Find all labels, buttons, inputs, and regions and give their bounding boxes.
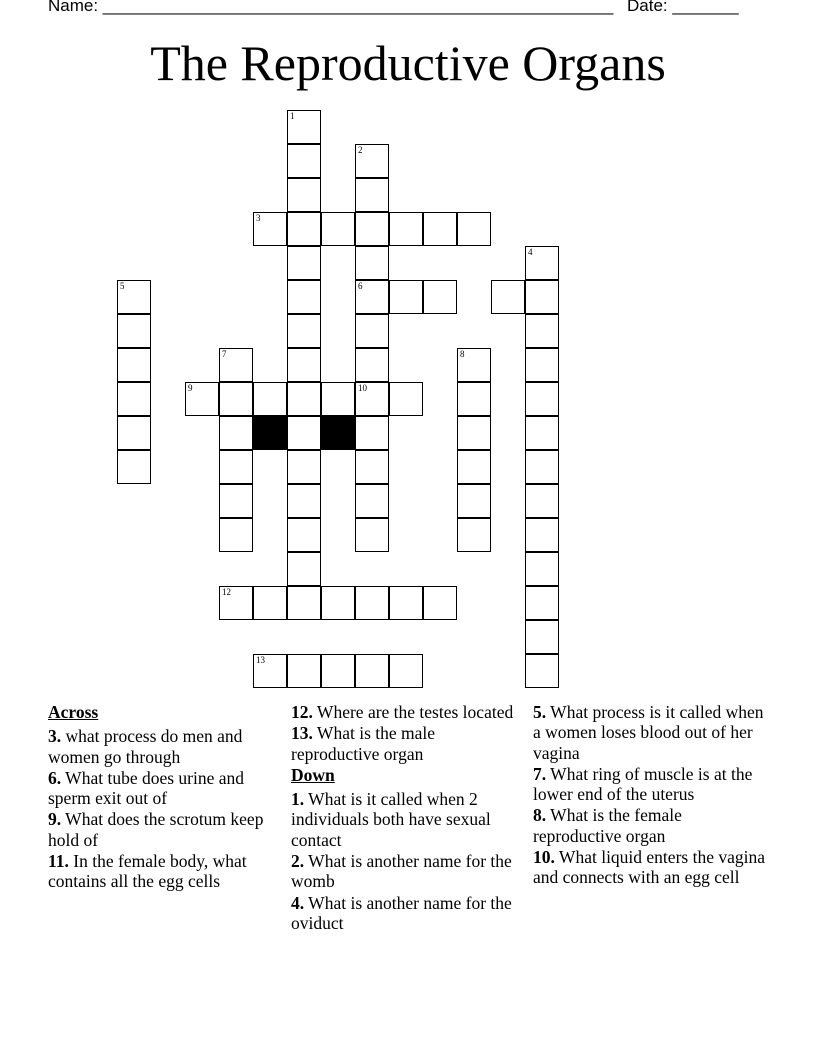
clue-number-label: 3 [256, 213, 261, 223]
grid-cell[interactable] [355, 212, 389, 246]
down-clue-10 [533, 847, 773, 888]
grid-cell[interactable] [355, 416, 389, 450]
name-field-label: Name: ______________________________________________________ [48, 0, 614, 15]
across-heading: Across [48, 702, 99, 722]
grid-cell[interactable] [525, 314, 559, 348]
clue-text: What ring of muscle is at the lower end of the uterus [533, 763, 753, 805]
grid-cell[interactable] [253, 654, 287, 688]
grid-cell[interactable] [117, 314, 151, 348]
clue-number: 9. [48, 809, 62, 830]
clue-text: What process is it called when a women loses blood out of her vagina [533, 702, 764, 763]
grid-cell[interactable] [457, 518, 491, 552]
grid-cell[interactable] [253, 212, 287, 246]
grid-cell[interactable] [287, 552, 321, 586]
grid-cell[interactable] [287, 314, 321, 348]
grid-cell[interactable] [355, 450, 389, 484]
grid-cell[interactable] [525, 348, 559, 382]
clue-number-label: 12 [222, 587, 231, 597]
clue-number: 4. [291, 892, 305, 913]
clues-column-1 [48, 702, 278, 893]
grid-cell[interactable] [287, 586, 321, 620]
grid-cell[interactable] [525, 280, 559, 314]
clue-text: What is another name for the womb [291, 851, 512, 892]
grid-cell[interactable] [287, 450, 321, 484]
grid-cell[interactable] [219, 348, 253, 382]
down-clue-5 [533, 702, 773, 763]
clue-number: 5. [533, 702, 547, 722]
grid-cell[interactable] [525, 552, 559, 586]
clue-number: 3. [48, 726, 62, 747]
grid-cell[interactable] [525, 586, 559, 620]
grid-cell[interactable] [457, 416, 491, 450]
grid-cell[interactable] [117, 450, 151, 484]
grid-cell[interactable] [355, 586, 389, 620]
across-clue-11 [48, 851, 278, 892]
grid-cell[interactable] [321, 212, 355, 246]
grid-cell[interactable] [287, 212, 321, 246]
clue-number: 2. [291, 851, 305, 872]
grid-cell[interactable] [117, 416, 151, 450]
clue-number: 10. [533, 847, 555, 868]
grid-cell[interactable] [525, 518, 559, 552]
clue-number: 7. [533, 763, 547, 784]
black-cell [253, 416, 287, 450]
grid-cell[interactable] [219, 382, 253, 416]
clue-number: 1. [291, 789, 305, 810]
grid-cell[interactable] [185, 382, 219, 416]
grid-cell[interactable] [423, 586, 457, 620]
grid-cell[interactable] [457, 484, 491, 518]
page-title: The Reproductive Organs [150, 35, 666, 91]
clue-number: 12. [291, 702, 313, 722]
grid-cell[interactable] [491, 280, 525, 314]
grid-cell[interactable] [389, 586, 423, 620]
grid-cell[interactable] [219, 586, 253, 620]
clue-text: What is the female reproductive organ [533, 805, 682, 846]
down-clue-7 [533, 764, 773, 805]
clue-number-label: 5 [120, 281, 125, 291]
across-clue-9 [48, 809, 278, 850]
clue-number: 11. [48, 851, 69, 872]
grid-cell[interactable] [287, 416, 321, 450]
grid-cell[interactable] [457, 212, 491, 246]
grid-cell[interactable] [525, 382, 559, 416]
grid-cell[interactable] [355, 246, 389, 280]
clue-number-label: 6 [358, 281, 363, 291]
grid-cell[interactable] [253, 586, 287, 620]
clue-text: what process do men and women go through [48, 726, 243, 767]
grid-cell[interactable] [287, 518, 321, 552]
grid-cell[interactable] [525, 654, 559, 688]
date-field-label: Date: _______ [627, 0, 739, 15]
grid-cell[interactable] [321, 586, 355, 620]
grid-cell[interactable] [389, 382, 423, 416]
clue-number-label: 9 [188, 383, 193, 393]
grid-cell[interactable] [423, 212, 457, 246]
clue-number-label: 1 [290, 111, 295, 121]
grid-cell[interactable] [355, 178, 389, 212]
grid-cell[interactable] [355, 144, 389, 178]
down-clue-4 [291, 893, 521, 934]
grid-cell[interactable] [219, 518, 253, 552]
grid-cell[interactable] [389, 280, 423, 314]
grid-cell[interactable] [355, 382, 389, 416]
across-clue-3 [48, 726, 278, 767]
grid-cell[interactable] [355, 280, 389, 314]
down-clue-1 [291, 789, 521, 850]
grid-cell[interactable] [389, 654, 423, 688]
down-clue-2 [291, 851, 521, 892]
grid-cell[interactable] [287, 280, 321, 314]
grid-cell[interactable] [423, 280, 457, 314]
clue-text: What is another name for the oviduct [291, 892, 512, 933]
clue-number: 6. [48, 767, 62, 788]
grid-cell[interactable] [287, 246, 321, 280]
clue-number-label: 4 [528, 247, 533, 257]
grid-cell[interactable] [321, 654, 355, 688]
grid-cell[interactable] [117, 280, 151, 314]
grid-cell[interactable] [287, 654, 321, 688]
across-clue-13 [291, 723, 521, 764]
clue-text: What liquid enters the vagina and connects with an egg cell [533, 847, 765, 888]
grid-cell[interactable] [355, 348, 389, 382]
grid-cell[interactable] [287, 382, 321, 416]
grid-cell[interactable] [321, 382, 355, 416]
clue-text: What is it called when 2 individuals both have sexual contact [291, 789, 491, 850]
clue-number: 8. [533, 805, 547, 826]
grid-cell[interactable] [287, 144, 321, 178]
across-clue-6 [48, 768, 278, 809]
grid-cell[interactable] [355, 518, 389, 552]
clue-number-label: 7 [222, 349, 227, 359]
grid-cell[interactable] [525, 484, 559, 518]
grid-cell[interactable] [117, 348, 151, 382]
clue-number-label: 13 [256, 655, 265, 665]
grid-cell[interactable] [219, 484, 253, 518]
grid-cell[interactable] [355, 654, 389, 688]
grid-cell[interactable] [525, 450, 559, 484]
down-clue-8 [533, 805, 773, 846]
grid-cell[interactable] [457, 348, 491, 382]
clue-number-label: 8 [460, 349, 465, 359]
grid-cell[interactable] [525, 416, 559, 450]
clues-column-2 [291, 702, 521, 934]
grid-cell[interactable] [117, 382, 151, 416]
clue-text: In the female body, what contains all the egg cells [48, 851, 247, 892]
clues-column-3 [533, 702, 773, 889]
down-heading: Down [291, 764, 335, 785]
clue-number: 13. [291, 723, 313, 744]
black-cell [321, 416, 355, 450]
grid-cell[interactable] [287, 110, 321, 144]
clue-text: Where are the testes located [312, 702, 514, 722]
grid-cell[interactable] [219, 416, 253, 450]
clue-number-label: 10 [358, 383, 367, 393]
grid-cell[interactable] [287, 484, 321, 518]
grid-cell[interactable] [389, 212, 423, 246]
across-clue-12 [291, 702, 521, 722]
grid-cell[interactable] [457, 450, 491, 484]
grid-cell[interactable] [287, 348, 321, 382]
grid-cell[interactable] [457, 382, 491, 416]
clue-text: What does the scrotum keep hold of [48, 809, 264, 850]
grid-cell[interactable] [525, 246, 559, 280]
clue-text: What is the male reproductive organ [291, 723, 436, 764]
grid-cell[interactable] [219, 450, 253, 484]
grid-cell[interactable] [355, 484, 389, 518]
grid-cell[interactable] [287, 178, 321, 212]
clue-number-label: 2 [358, 145, 363, 155]
grid-cell[interactable] [355, 314, 389, 348]
grid-cell[interactable] [253, 382, 287, 416]
grid-cell[interactable] [525, 620, 559, 654]
clue-text: What tube does urine and sperm exit out of [48, 767, 245, 809]
